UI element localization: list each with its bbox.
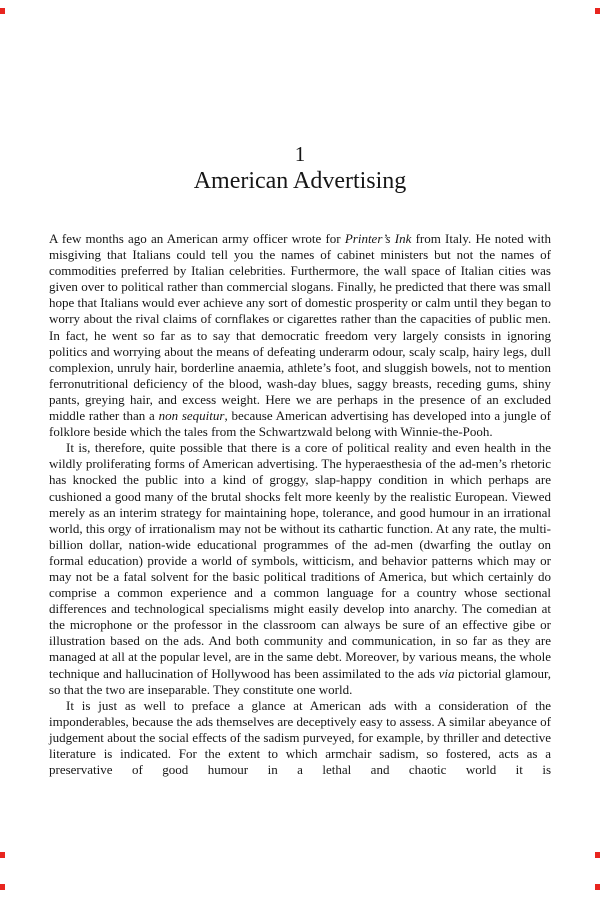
text-segment: from Italy. He noted with misgiving that Italians could tell you the names of cabinet ministers but not the names of commodities preferred by Italian celebrities. Furthermore, the wall space of Italian cities was given over to political rather than commercial slogans. Finally, he predicted that there was small hope that Italians would ever achieve any sort of domestic prosperity or calm until they began to worry about the rival claims of cornflakes or cigarettes rather than the capacities of public men. In fact, he went so far as to say that democratic freedom very largely consists in ignoring politics and worrying about the means of defeating underarm odour, scaly scalp, hairy legs, dull complexion, unruly hair, borderline anaemia, athlete’s foot, and sluggish bowels, not to mention ferronutritional deficiency of the blood, wash-day blues, saggy breasts, receding gums, shiny pants, greying hair, and excess weight. Here we are perhaps in the presence of an excluded middle rather than a [49,231,551,424]
text-segment: It is just as well to preface a glance at American ads with a consideration of the imponderables, because the ads themselves are deceptively easy to assess. A similar abeyance of judgement about the social effects of the sadism purveyed, for example, by thriller and detective literature is indicated. For the extent to which armchair sadism, so fostered, acts as a preservative of good humour in a lethal and chaotic world it is [49,697,551,778]
text-segment: , because American advertising has developed into a jungle of folklore beside which the tales from the Schwartzwald belong with Winnie-the-Pooh. [49,408,551,440]
paragraph [49,231,551,440]
red-edge-mark [0,8,5,14]
italic-text-segment: via [438,665,455,681]
red-edge-mark [595,8,600,14]
italic-text-segment: non sequitur [158,408,225,424]
red-edge-mark [0,852,5,858]
red-edge-mark [595,852,600,858]
text-segment: It is, therefore, quite possible that there is a core of political reality and even health in the wildly proliferating forms of American advertising. The hyperaesthesia of the ad-men’s rhetoric has knocked the public into a kind of groggy, slap-happy condition in which perhaps are cushioned a good many of the brutal shocks felt more keenly by the realistic European. Viewed merely as an interim strategy for maintaining hope, tolerance, and good humour in an irrational world, this orgy of irrationalism may not be without its cathartic function. At any rate, the multi-billion dollar, nation-wide educational programmes of the ad-men (dwarfing the outlay on formal education) provide a world of symbols, witticism, and behavior patterns which may or may not be a fatal solvent for the basic political traditions of America, but which certainly do comprise a common experience and a common language for a country whose sectional differences and technological specialisms might easily develop into anarchy. The comedian at the microphone or the professor in the classroom can always be sure of an effective gibe or illustration based on the ads. And both community and communication, in so far as they are managed at all at the popular level, are in the same debt. Moreover, by various means, the whole technique and hallucination of Hollywood has been assimilated to the ads [49,440,551,681]
red-edge-mark [0,884,5,890]
text-segment: pictorial glamour, so that the two are inseparable. They constitute one world. [49,665,551,697]
red-edge-mark [595,884,600,890]
paragraph [49,440,551,698]
chapter-number: 1 [294,142,306,166]
italic-text-segment: Printer’s Ink [344,231,412,246]
paragraph [49,698,551,778]
chapter-title: American Advertising [193,168,407,194]
body-text [49,231,551,778]
text-segment: A few months ago an American army officer wrote for [49,231,345,246]
chapter-heading [0,143,600,195]
